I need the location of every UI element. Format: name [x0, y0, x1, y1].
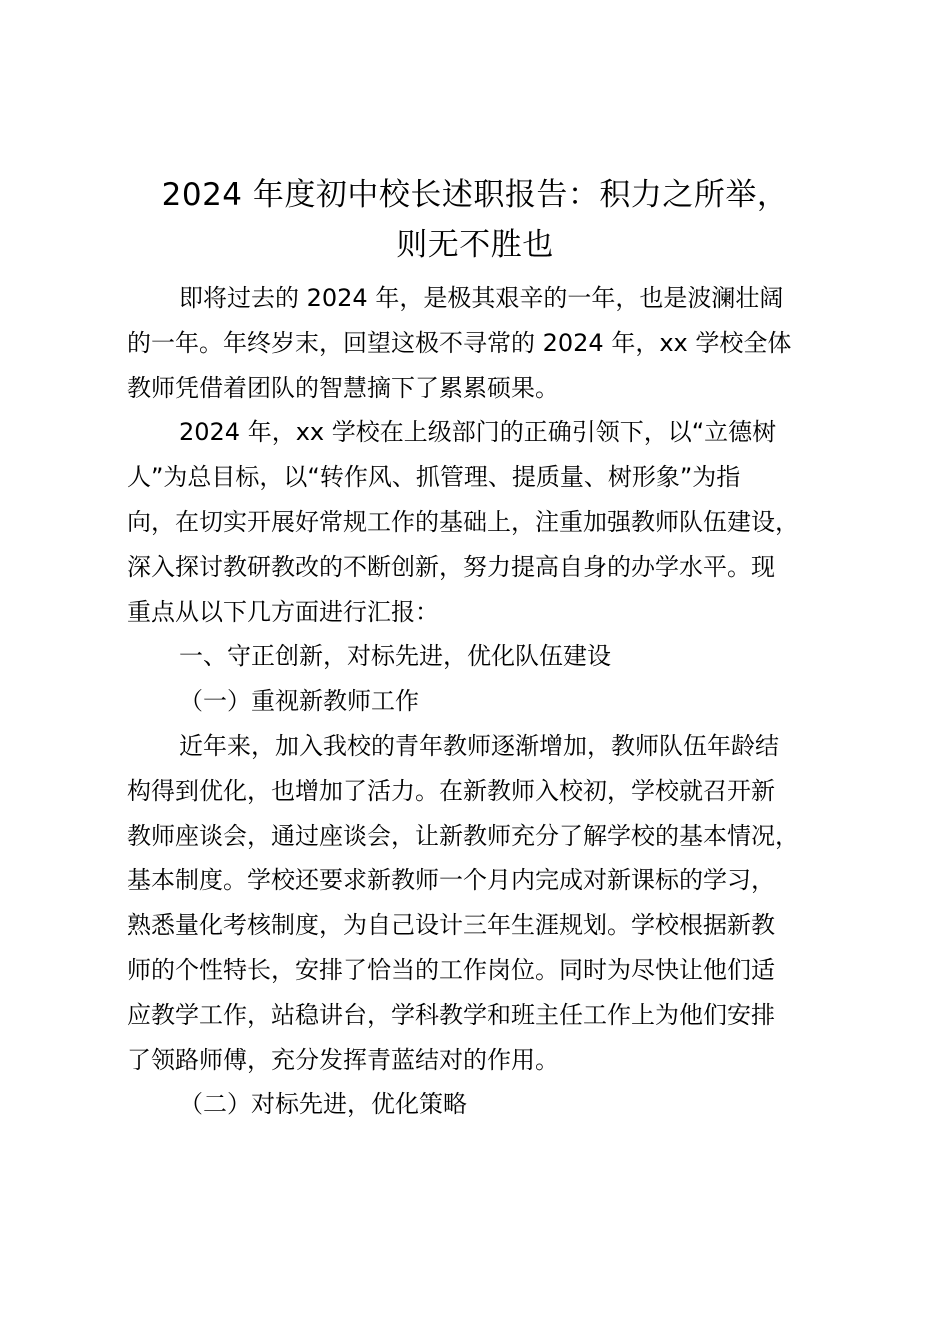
paragraph-overview — [127, 410, 855, 634]
document-title — [100, 170, 850, 270]
text-line: 基本制度。学校还要求新教师一个月内完成对新课标的学习， — [127, 866, 775, 895]
text-line: 人”为总目标，以“转作风、抓管理、提质量、树形象”为指 — [127, 463, 741, 492]
paragraph-new-teachers — [127, 724, 855, 1082]
title-line-2: 则无不胜也 — [396, 227, 554, 263]
text-line: 即将过去的 2024 年，是极其艰辛的一年，也是波澜壮阔 — [179, 284, 784, 312]
text-line: 了领路师傅，充分发挥青蓝结对的作用。 — [127, 1045, 559, 1074]
title-line-1: 2024 年度初中校长述职报告：积力之所举， — [161, 177, 789, 213]
text-line: 2024 年，xx 学校在上级部门的正确引领下，以“立德树 — [179, 418, 777, 447]
text-line: 深入探讨教研教改的不断创新，努力提高自身的办学水平。现 — [127, 552, 775, 581]
text-line: 应教学工作，站稳讲台，学科教学和班主任工作上为他们安排 — [127, 1000, 775, 1029]
text-line: 向，在切实开展好常规工作的基础上，注重加强教师队伍建设， — [127, 507, 799, 536]
text-line: 教师凭借着团队的智慧摘下了累累硕果。 — [127, 373, 559, 402]
paragraph-intro — [127, 276, 855, 410]
text-line: 的一年。年终岁末，回望这极不寻常的 2024 年，xx 学校全体 — [127, 328, 792, 357]
text-line: 近年来，加入我校的青年教师逐渐增加，教师队伍年龄结 — [179, 731, 779, 760]
text-line: 构得到优化，也增加了活力。在新教师入校初，学校就召开新 — [127, 776, 775, 805]
document-body — [127, 276, 855, 1127]
text-line: 重点从以下几方面进行汇报： — [127, 597, 439, 626]
text-line: 熟悉量化考核制度，为自己设计三年生涯规划。学校根据新教 — [127, 911, 775, 940]
text-line: 教师座谈会，通过座谈会，让新教师充分了解学校的基本情况， — [127, 821, 799, 850]
text-line: 师的个性特长，安排了恰当的工作岗位。同时为尽快让他们适 — [127, 955, 775, 984]
subsection-heading-2: （二）对标先进，优化策略 — [179, 1090, 467, 1119]
subsection-heading-1: （一）重视新教师工作 — [179, 687, 419, 716]
section-heading-1: 一、守正创新，对标先进，优化队伍建设 — [179, 642, 611, 671]
